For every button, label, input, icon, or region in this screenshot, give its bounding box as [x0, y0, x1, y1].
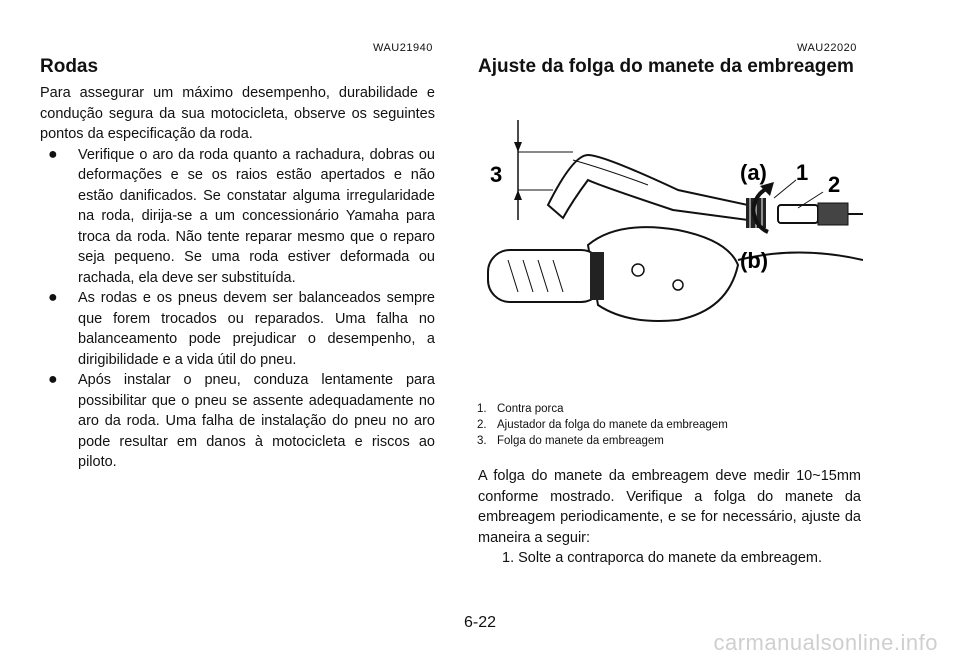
label-a: (a): [740, 160, 767, 185]
caption-number: 3.: [477, 435, 487, 447]
bullet-list: [40, 145, 435, 473]
section-code-right: WAU22020: [797, 42, 857, 54]
page-number: 6-22: [463, 614, 497, 631]
caption-item: [477, 433, 728, 449]
left-column: [40, 83, 435, 473]
step-text: Solte a contraporca do manete da embreagem.: [518, 550, 823, 566]
intro-paragraph: Para assegurar um máximo desempenho, durabilidade e condução segura da sua motocicleta, observe os seguintes pontos da especificação da roda.: [40, 85, 435, 142]
label-3: 3: [490, 162, 503, 187]
caption-number: 1.: [477, 403, 487, 415]
bullet-icon: ●: [48, 371, 58, 388]
label-2: 2: [828, 172, 841, 197]
clutch-lever-illustration: [478, 110, 863, 390]
bullet-item: [40, 145, 435, 289]
caption-text: Folga do manete da embreagem: [497, 435, 664, 447]
section-title-rodas: Rodas: [40, 56, 99, 77]
bullet-icon: ●: [48, 289, 58, 306]
bullet-item: [40, 288, 435, 370]
caption-number: 2.: [477, 419, 487, 431]
clutch-body-paragraph: A folga do manete da embreagem deve medir 10~15mm conforme mostrado. Verifique a folga do manete da embreagem periodicamente, e se for necessário, ajuste da maneira a seguir:: [478, 468, 861, 546]
step-number: 1.: [502, 550, 515, 566]
section-title-embreagem: Ajuste da folga do manete da embreagem: [478, 56, 854, 77]
watermark: carmanualsonline.info: [713, 630, 938, 655]
caption-item: [477, 401, 728, 417]
right-body: [478, 466, 861, 569]
caption-item: [477, 417, 728, 433]
bullet-text: Verifique o aro da roda quanto a rachadura, dobras ou deformações e se os raios estão apertados e não estão danificados. Se constatar alguma irregularidade na roda, dirija-se a um concessionário Yamaha para troca da roda. Não tente reparar mesmo que o reparo seja pequeno. Se uma roda estiver deformada ou rachada, ela deve ser substituída.: [78, 146, 435, 286]
label-1: 1: [796, 160, 809, 185]
caption-text: Ajustador da folga do manete da embreagem: [497, 419, 728, 431]
clutch-lever-drawing: [478, 110, 863, 390]
bullet-text: Após instalar o pneu, conduza lentamente para possibilitar que o pneu se assente adequadamente no aro da roda. Uma falha de instalação do pneu no aro pode resultar em danos à motocicleta e riscos ao piloto.: [78, 372, 435, 470]
step-item: [478, 548, 861, 569]
bullet-text: As rodas e os pneus devem ser balanceados sempre que forem trocados ou reparados. Uma falha no balanceamento pode prejudicar o desempenho, a dirigibilidade e a vida útil do pneu.: [78, 290, 435, 368]
bullet-item: [40, 370, 435, 473]
section-code-left: WAU21940: [373, 42, 433, 54]
label-b: (b): [740, 248, 769, 273]
figure-captions: [477, 401, 728, 449]
caption-text: Contra porca: [497, 403, 564, 415]
bullet-icon: ●: [48, 145, 58, 163]
